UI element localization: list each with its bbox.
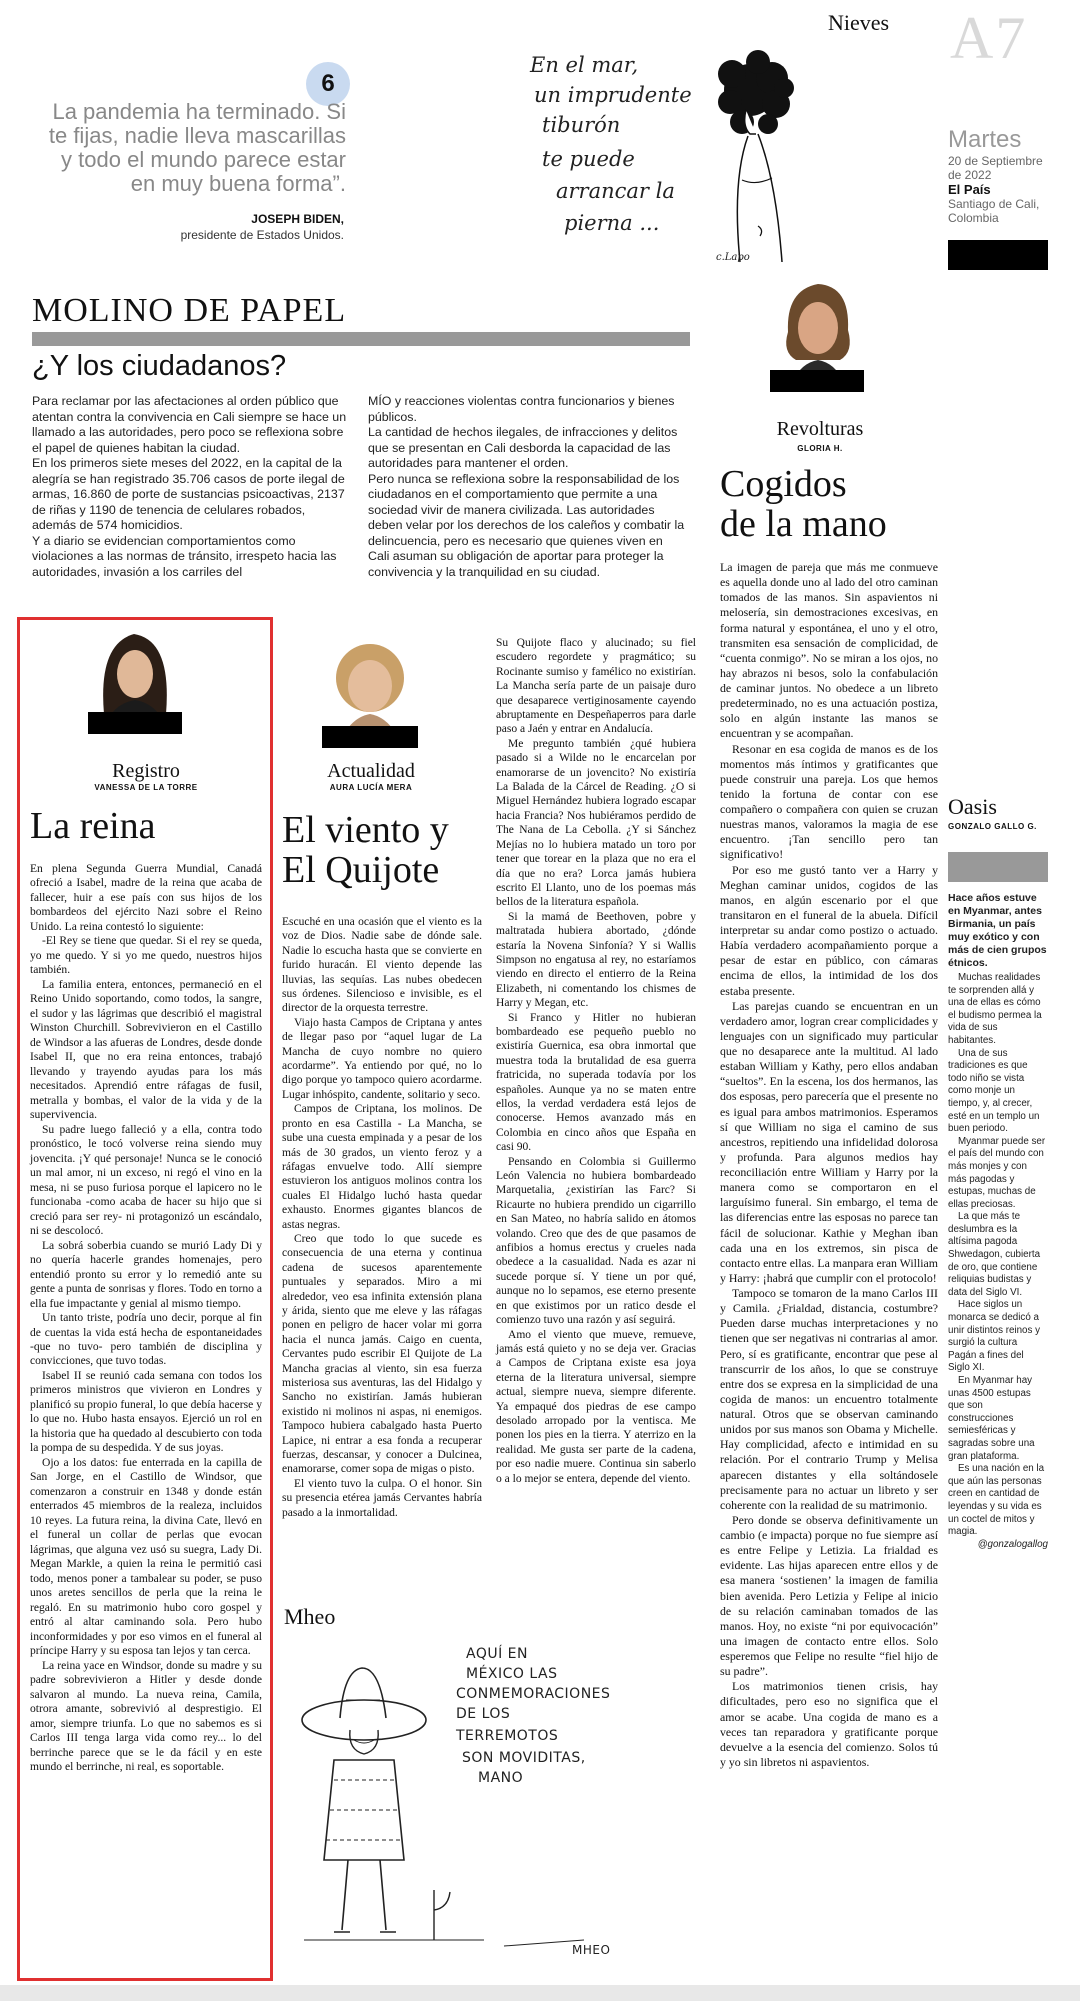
article-paragraph: La reina yace en Windsor, donde su madre y su padre sobrevivieron a Hitler y desde donde salvaron al mundo. La nueva reina, Camila, otrora amante, sobrevivió al desprestigio. El amor, siempre triunfa. Lo que no sabemos es si Carlos III tenga larga vida como rey... lo del berrinche parece que se le da fácil y en este mundo el berrinche, ni real, es soportable. (30, 1658, 262, 1774)
page-bottom-strip (0, 1985, 1080, 2001)
section-name: Nieves (828, 10, 890, 35)
revolturas-author-photo (770, 272, 864, 392)
cartoon-line: un imprudente (534, 83, 692, 107)
article-paragraph: Pero donde se observa definitivamente un cambio (e impacta) porque no fue siempre así es entre Felipe y Letizia. La frialdad es evidente. Las hijas aparecen entre ellos y de esa manera ‘sostienen’ la imagen de familia bien avenida. Pero Letizia y Felipe al inicio de su relación caminaban tomados de las manos. Hoy, no existe “ni por equivocación” una imagen de contacto entre ellos. Solo esperemos que Felipe no resulte “fiel hijo de su padre”. (720, 1512, 938, 1679)
actualidad-body-col-1 (282, 915, 482, 1520)
editorial-paragraph: Para reclamar por las afectaciones al orden público que atentan contra la convivencia en Cali siempre se hace un llamado a las autoridades, pero poco se reflexiona sobre el papel de quienes habitan la ciudad. (32, 394, 347, 455)
molino-bar (32, 332, 690, 346)
article-paragraph: Los matrimonios tienen crisis, hay dificultades, pero eso no significa que el amor se acabe. Una cogida de mano es a veces tan reparadora y gratificante porque devuelve a la esencia del comienzo. Solos tú y yo sin libretos ni aspavientos. (720, 1679, 938, 1769)
cartoon-line: TERREMOTOS (456, 1728, 559, 1744)
cartoon-line: AQUÍ EN (466, 1646, 528, 1662)
actualidad-author: AURA LUCÍA MERA (329, 783, 413, 792)
actualidad-label: Actualidad (327, 760, 415, 782)
oasis-paragraph: La que más te deslumbra es la altísima pagoda Shwedagon, cubierta de oro, que contiene reliquias budistas y data del Siglo VI. (948, 1211, 1041, 1298)
author-portrait-image (770, 272, 864, 392)
cartoon-line: arrancar la (556, 179, 675, 203)
top-cartoon (520, 30, 820, 270)
oasis-author: GONZALO GALLO G. (948, 822, 1037, 831)
cartoon-line: SON MOVIDITAS, (462, 1750, 586, 1766)
article-paragraph: La sobrá soberbia cuando se murió Lady Di y no quería hacerle grandes homenajes, pero entendió pronto su error y lo remedió ante su gente a punta de sonrisas y flores. Todo en torno a ella fue impactante y genial al mismo tiempo. (30, 1238, 262, 1310)
date-line-2: de 2022 (948, 168, 992, 182)
revolturas-body (720, 560, 938, 1770)
header-black-bar (948, 240, 1048, 270)
article-paragraph: Si la mamá de Beethoven, pobre y maltratada hubiera abortado, ¿dónde estaría la Novena Sinfonía? Y si Wallis Simpson no engatusa al rey, no estaríamos viendo en directo el entierro de la Reina Elizabeth, ni comentando los chismes de Harry y Megan, etc. (496, 910, 696, 1010)
article-paragraph: Campos de Criptana, los molinos. De pronto en esa Castilla - La Mancha, se sube una cuesta empinada y a pesar de los más de 30 grados, un viento feroz y a ráfagas envuelve todo. Allí siempre estuvieron los antiguos molinos contra los cuales El Hidalgo luchó hasta quedar exhausto. Enormes gigantes blancos de astas negras. (282, 1103, 482, 1231)
article-paragraph: La imagen de pareja que más me conmueve es aquella donde uno al lado del otro caminan tomados de las manos. Sin aspavientos ni melosería, sin demostraciones excesivas, en forma natural y espontánea, el uno y el otro, transmiten esa sensación de complicidad, de “cuenta conmigo”. No se miran a los ojos, no hay abrazos ni besos, solo la confabulación de caminar juntos. No obedece a un libreto predeterminado, no es una actuación postiza, solo en algún instante las manos se encuentran y se acompañan. (720, 560, 938, 741)
article-paragraph: La familia entera, entonces, permaneció en el Reino Unido soportando, como todos, la sangre, el sudor y las lágrimas que describió el magistral Winston Churchill. Sobrevivieron en el Castillo de Windsor a las afueras de Londres, desde donde Isabel II, que no era reina entonces, trabajó llevando y trayendo ayudas para los más necesitados. Aprendió entre ráfagas de fusil, metralla y bombas, el valor de la vida y de la supervivencia. (30, 977, 262, 1122)
cartoon-line: pierna ... (564, 211, 660, 235)
registro-author-photo (88, 624, 182, 734)
mheo-cartoon (284, 1640, 704, 1980)
cartoon-line: DE LOS (456, 1706, 511, 1722)
editorial-paragraph: Pero nunca se reflexiona sobre la responsabilidad de los ciudadanos en el comportamiento que permite a una sociedad vivir de manera civilizada. Las autoridades deben velar por los derechos de los caleños y combatir la delincuencia, pero es necesario que quienes viven en Cali asuman su obligación de aportar para proteger la convivencia y la tranquilidad en su ciudad. (368, 471, 685, 579)
article-paragraph: Viajo hasta Campos de Criptana y antes de llegar paso por “aquel lugar de La Mancha de cuyo nombre no quiero acordarme”. Ya entiendo por qué, no lo digo porque yo tampoco quiero acordarme. Lugar inhóspito, candente, solitario y seco. (282, 1016, 482, 1101)
oasis-lead: Hace años estuve en Myanmar, antes Birmania, un país muy exótico y con más de cien grupos étnicos. (948, 892, 1047, 969)
cartoon-signature: MHEO (572, 1943, 611, 1957)
article-paragraph: Ojo a los datos: fue enterrada en la capilla de San Jorge, en el Castillo de Windsor, que comenzaron a construir en 1348 y donde están enterrados 45 miembros de la realeza, incluidos 10 reyes. La futura reina, la divina Cate, llevó en el funeral un collar de perlas que evocan lágrimas, que alguna vez usó su suegra, Lady Di. Megan Markle, a quien la reina le permitió casi todo, menos poner a tambalear su poder, se puso unos aretes sencillos de perla que la reina le regaló. En su matrimonio hubo coro gospel y entró al altar caminando sola. Pero hubo inconformidades y por eso vimos en el funeral al príncipe Harry y su esposa tan lejos y tan cerca. (30, 1455, 262, 1658)
article-paragraph: Escuché en una ocasión que el viento es la voz de Dios. Nadie sabe de dónde sale. Nadie lo escucha hasta que se convierte en furido huracán. El viento depende las lluvias, las sequías. Las nubes obedecen sus órdenes. Silencioso e invisible, es el director de la orquesta terrestre. (282, 916, 482, 1015)
oasis-paragraph: Myanmar puede ser el país del mundo con más monjes y con más pagodas y estupas, muchas de ellas preciosas. (948, 1135, 1046, 1210)
article-paragraph: Si Franco y Hitler no hubieran bombardeado ese pequeño pueblo no existiría Guernica, esa obra inmortal que muestra toda la brutalidad de esa guerra fratricida, no superada todavía por los españoles. Aunque ya no se maten entre ellos, la verdad verdadera está lejos de conocerse. Hemos avanzado más en Colombia en cinco años que España en casi 90. (496, 1011, 696, 1154)
author-portrait-image (322, 632, 418, 748)
registro-label: Registro (112, 760, 180, 782)
author-portrait-image (88, 624, 182, 734)
actualidad-headline: El viento y El Quijote (282, 809, 449, 891)
date-country: Colombia (948, 211, 999, 225)
cartoon-line: CONMEMORACIONES (456, 1686, 611, 1702)
oasis-label: Oasis (948, 794, 997, 819)
article-paragraph: Creo que todo lo que sucede es consecuencia de una eterna y continua cadena de sucesos aparentemente puntuales y separados. Miro a mi alrededor, veo esa infinita extensión plana y árida, siento que me eleve y las ráfagas ponen en peligro de hacer volar mi gorra hacia el nunca jamás. Caigo en cuenta, Cervantes pudo escribir El Quijote de La Mancha gracias al viento, sin esa fuerza misteriosa sus aventuras, las del Hidalgo y Sancho no existirían. Jamás hubieran existido ni molinos ni aspas, ni enemigos. Tampoco hubiera cabalgado hasta Puerto Lapice, ni entrar a esa fonda a recuperar fuerzas, descansar, y conocer a Dulcinea, enamorarse, comer sopa de migas o pisto. (282, 1232, 482, 1476)
editorial-paragraph: En los primeros siete meses del 2022, en la capital de la alegría se han registrado 35.706 casos de porte ilegal de armas, 16.860 de porte de sustancias psicoactivas, 2137 de riñas y 1190 de tenencia de celulares robados, además de 574 homicidios. (32, 456, 345, 532)
editorial-col-1 (32, 394, 350, 580)
oasis-body (948, 892, 1048, 1551)
revolturas-headline (720, 464, 940, 544)
article-paragraph: En plena Segunda Guerra Mundial, Canadá ofreció a Isabel, madre de la reina que acaba de fallecer, huir a ese país con sus hijos de los bombardeos del ejército Nazi sobre el Reino Unido. La reina contestó lo siguiente: (30, 862, 262, 933)
oasis-paragraph: Es una nación en la que aún las personas creen en cantidad de leyendas y su vida es un coctel de mitos y magia. (948, 1463, 1045, 1538)
date-box (948, 126, 1068, 225)
cartoon-figure-illustration (520, 30, 820, 270)
oasis-paragraph: En Myanmar hay unas 4500 estupas que son construcciones semiesféricas y sagradas sobre una gran plataforma. (948, 1375, 1035, 1462)
editorial-paragraph: Y a diario se evidencian comportamientos como violaciones a las normas de tránsito, irrespeto hacia las autoridades, invasión a los carriles del (32, 533, 337, 579)
editorial-paragraph: MÍO y reacciones violentas contra funcionarios y bienes públicos. (368, 394, 675, 424)
editorial-col-2 (368, 394, 686, 580)
oasis-paragraph: Hace siglos un monarca se dedicó a unir distintos reinos y surgió la cultura Pagán a fines del Siglo XI. (948, 1299, 1041, 1374)
date-day: Martes (948, 126, 1022, 153)
article-paragraph: Amo el viento que mueve, remueve, jamás está quieto y no se deja ver. Gracias a Campos de Criptana existe esa joya eterna de la literatura universal, siempre actual, siempre nueva, siempre diferente. Ya empaqué dos piedras de ese campo desolado arropado por la ventisca. Me ponen los pies en la tierra. Y aterrizo en la realidad. Me gusta ser parte de la cadena, por eso nadie muere. Continua sin saberlo o a lo mejor se entera, depende del viento. (496, 1328, 696, 1485)
article-paragraph: El viento tuvo la culpa. O el honor. Sin su presencia etérea jamás Cervantes habría pasado a la inmortalidad. (282, 1477, 482, 1519)
editorial-title: ¿Y los ciudadanos? (32, 350, 287, 382)
cartoon-line: MÉXICO LAS (466, 1666, 558, 1682)
oasis-paragraph: Muchas realidades te sorprenden allá y una de ellas es cómo el budismo permea la vida de sus habitantes. (948, 972, 1042, 1046)
article-paragraph: Isabel II se reunió cada semana con todos los primeros ministros que vivieron en Londres y planificó su propio funeral, lo que debía hacerse y lo que no. Hubo hasta ensayos. Ejerció un rol en la historia que ha quedado al descubierto con toda la pompa de su despedida. Y de sus joyas. (30, 1368, 262, 1455)
registro-headline: La reina (30, 805, 156, 847)
sombrero-figure-illustration (284, 1640, 704, 1980)
date-line-1: 20 de Septiembre (948, 154, 1043, 168)
molino-section-title: MOLINO DE PAPEL (32, 292, 347, 329)
date-city: Santiago de Cali, (948, 197, 1040, 211)
article-paragraph: -El Rey se tiene que quedar. Si el rey se queda, yo me quedo. Y si yo me quedo, nuestros hijos también. (30, 934, 262, 977)
oasis-paragraph: Una de sus tradiciones es que todo niño se vista como monje un tiempo, y, al crecer, esté en un templo un buen periodo. (948, 1047, 1040, 1135)
newspaper-name: El País (948, 182, 991, 197)
page-number: A7 (950, 5, 1028, 71)
cartoon-line: te puede (542, 147, 635, 171)
registro-author: VANESSA DE LA TORRE (94, 783, 198, 792)
registro-body (30, 862, 262, 1775)
article-paragraph: Resonar en esa cogida de manos es de los momentos más íntimos y gratificantes que puede construir una pareja. Los que hemos tenido la fortuna de contar con ese compañero o compañera con quien se cruzan nuestras manos, valoramos la magia de ese encuentro. ¡Tan sencillo pero tan significativo! (720, 741, 938, 862)
article-paragraph: Me pregunto también ¿qué hubiera pasado si a Wilde no le encarcelan por enamorarse de un jovencito? No existiría La Balada de la Cárcel de Reading. ¿O si Miguel Hernández hubiera logrado escapar hacia Francia? Nos hubiéramos perdido de The Nana de La Cebolla. ¿Y si Sánchez Mejías no lo hubiera matado un toro por tener que torear en la plaza que no era el día que no era? Lorca jamás hubiera escrito El Llanto, uno de los poemas más bellos de la literatura española. (496, 737, 696, 909)
mheo-cartoon-title: Mheo (284, 1604, 336, 1629)
quote-text: La pandemia ha terminado. Si te fijas, nadie lleva mascarillas y todo el mundo parece estar en muy buena forma”. (48, 99, 346, 196)
quote-number-badge: 6 (306, 62, 350, 106)
article-paragraph: Tampoco se tomaron de la mano Carlos III y Camila. ¿Frialdad, distancia, costumbre? Pueden darse muchas interpretaciones y no tienen que ser negativas ni contrarias al amor. Pero, sí es gratificante, encontrar que pese al transcurrir de los años, lo que se construye entre dos se expresa en la simplicidad de una cogida de manos: un encuentro totalmente natural. Otros que se observan caminando unidos por sus manos son Obama y Michelle. Hay complicidad, afecto e intimidad en su relación. Por el contrario Trump y Melisa aparecen distantes y ella soltándosele precisamente para no actuar un libreto y ser coherente con la realidad de su matrimonio. (720, 1286, 938, 1512)
headline-line: de la mano (720, 503, 887, 545)
article-paragraph: Las parejas cuando se encuentran en un verdadero amor, logran crear complicidades y lenguajes con un significado muy particular que no desaparece ante la multitud. Al lado estaban William y Kathy, pero ellos andaban “sueltos”. En la escena, los dos hermanos, las dos esposas, pero parecería que el presente no es igual para ambos matrimonios. Esperamos sí que William no siga el camino de sus ancestros, repitiendo una infidelidad dolorosa y profunda. Para algunos medios hay reconciliación entre William y Harry por la manera como se comportaron en el larguísimo funeral. Sin embargo, el tema de las diferencias entre las esposas no parece tan fácil de solucionar. Kathie y Meghan iban cada una en los extremos, sin pisca de contacto entre ellas. La manpara eran William y Harry: ¡habrá que cumplir con el protocolo! (720, 998, 938, 1285)
cartoon-line: tiburón (542, 113, 621, 137)
article-paragraph: Pensando en Colombia si Guillermo León Valencia no hubiera bombardeado Marquetalia, ¿existirían las Farc? Si Ricaurte no hubiera prendido un cigarrillo en San Mateo, no habría salido en átomos volando. Creo que des de que pasamos de anfibios a homus erectus y crueles nada obedece a la casualidad. Nada es azar ni sucede porque sí. Y tiene un por qué, aunque no lo sepamos, ese eterno presente en que existimos por un ratico desde el comienzo tuvo una razón y así seguirá. (496, 1155, 696, 1327)
actualidad-author-photo (322, 632, 418, 748)
article-paragraph: Un tanto triste, podría uno decir, porque al fin de cuentas la vida está hecha de espontaneidades -que no tuvo- pero también de disciplina y convicciones, que tuvo todas. (30, 1311, 262, 1368)
revolturas-author: GLORIA H. (797, 444, 843, 453)
oasis-grey-bar (948, 852, 1048, 882)
article-paragraph: Su padre luego falleció y a ella, contra todo pronóstico, le tocó volverse reina siendo muy jovencita. ¡Y qué personaje! Nunca se le conoció un mal amor, ni un exceso, ni regó el vino en la mesa, ni se puso furiosa porque el lapicero no le funcionaba -como acaba de hacer su hijo que si creció para ser rey- ni protagonizó un escándalo, ni se descolocó. (30, 1122, 262, 1238)
cartoon-line: En el mar, (530, 53, 639, 77)
oasis-handle: @gonzalogallog (977, 1538, 1048, 1550)
quote-author: JOSEPH BIDEN, (251, 212, 344, 226)
cartoon-line: MANO (478, 1770, 524, 1786)
editorial-paragraph: La cantidad de hechos ilegales, de infracciones y delitos que se presentan en Cali desborda la capacidad de las autoridades para mantener el orden. (368, 425, 678, 470)
revolturas-label: Revolturas (776, 418, 864, 440)
article-paragraph: Por eso me gustó tanto ver a Harry y Meghan caminar unidos, cogidos de las manos, en algún escenario por el que transitaron en el funeral de la abuela. Difícil interpretar su andar como postizo o actuado. Había verdadero acompañamiento porque a pesar de estar en público, con cámaras encima de ellos, la intimidad de los dos estaba presente. (720, 862, 938, 998)
article-paragraph: Su Quijote flaco y alucinado; su fiel escudero regordete y pragmático; su Rocinante sumiso y famélico no existirían. La Mancha sería parte de un paisaje duro que desaparece vertiginosamente cayendo abruptamente en Despeñaperros para darle paso a Jaén y entrar en Andalucía. (496, 637, 696, 736)
actualidad-body-col-2 (496, 636, 696, 1486)
cartoon-signature: c.Lapo (716, 252, 750, 263)
quote-role: presidente de Estados Unidos. (180, 228, 344, 242)
headline-line: Cogidos (720, 463, 847, 505)
